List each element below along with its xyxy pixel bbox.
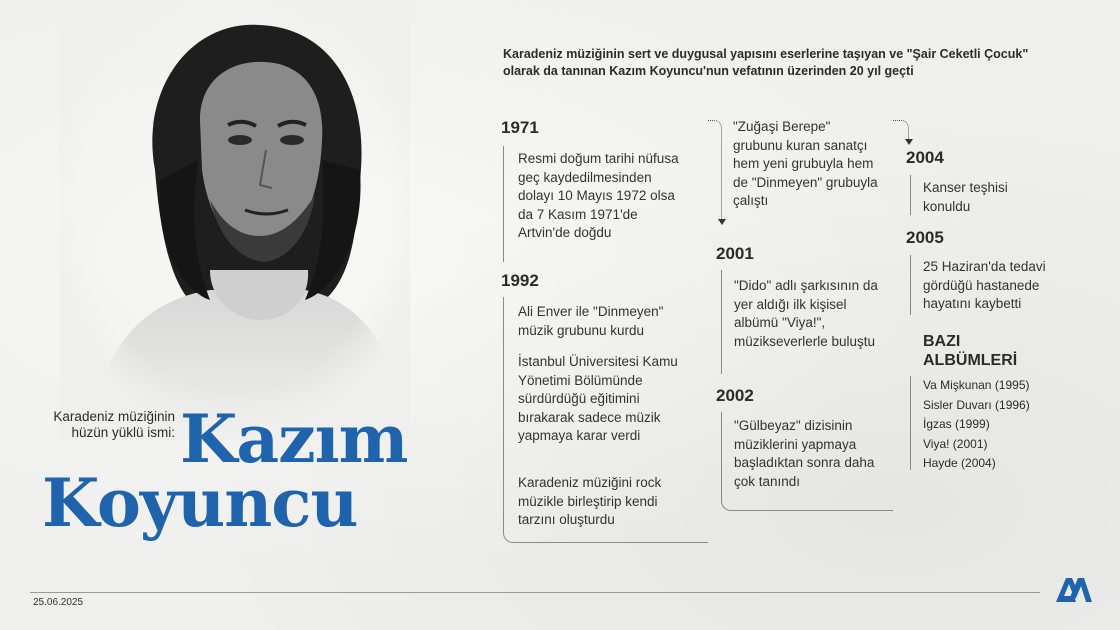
year-2002: 2002	[716, 386, 754, 405]
arrow-down-icon-2	[905, 139, 913, 145]
bracket-2001	[721, 270, 722, 374]
album-item: Viya! (2001)	[923, 436, 988, 451]
publish-date: 25.06.2025	[33, 597, 84, 608]
year-1992: 1992	[501, 271, 539, 290]
entry-2004: Kanser teşhisi konuldu	[923, 180, 1008, 214]
entry-1971: Resmi doğum tarihi nüfusa geç kaydedilmesinden dolayı 10 Mayıs 1972 olsa da 7 Kasım 1971'de Artvin'de doğdu	[518, 151, 679, 240]
bracket-albums	[910, 376, 911, 470]
footer-divider	[30, 592, 1040, 593]
entry-2005: 25 Haziran'da tedavi gördüğü hastanede hayatını kaybetti	[923, 259, 1046, 311]
year-2005: 2005	[906, 228, 944, 247]
year-1971: 1971	[501, 118, 539, 137]
headline: Karadeniz müziğinin sert ve duygusal yapısını eserlerine taşıyan ve "Şair Ceketli Çocuk" olarak da tanınan Kazım Koyuncu'nun vefatının üzerinden 20 yıl geçti	[503, 47, 1029, 78]
albums-title-line2: ALBÜMLERİ	[923, 352, 1018, 369]
entry-zugasi: "Zuğaşi Berepe" grubunu kuran sanatçı hem yeni grubuyla hem de "Dinmeyen" grubuyla çalıştı	[733, 119, 878, 208]
albums-title-line1: BAZI	[923, 333, 961, 350]
year-2004: 2004	[906, 148, 944, 167]
year-2001: 2001	[716, 244, 754, 263]
title-last-name: Koyuncu	[42, 464, 358, 542]
portrait-photo	[60, 0, 410, 440]
bracket-2005	[910, 255, 911, 315]
title-subtitle: Karadeniz müziğinin hüzün yüklü ismi:	[53, 409, 175, 440]
album-item: Hayde (2004)	[923, 456, 996, 470]
albums-list	[923, 376, 1073, 474]
bracket-2004	[910, 175, 911, 215]
entry-1992-b: İstanbul Üniversitesi Kamu Yönetimi Bölümünde sürdürdüğü eğitimini bırakarak sadece müzik yapmaya karar verdi	[518, 354, 678, 443]
entry-2001: "Dido" adlı şarkısının da yer aldığı ilk kişisel albümü "Viya!", müzikseverlerle buluştu	[734, 278, 878, 349]
album-item: Sisler Duvarı (1996)	[923, 397, 1030, 412]
arrow-down-icon	[718, 219, 726, 225]
album-item: Va Mişkunan (1995)	[923, 378, 1030, 392]
entry-2002: "Gülbeyaz" dizisinin müziklerini yapmaya başladıktan sonra daha çok tanındı	[734, 418, 875, 489]
bracket-1971	[503, 146, 504, 262]
connector-dotted-2	[893, 120, 909, 140]
title-first-name: Kazım	[180, 400, 408, 478]
entry-1992-a: Ali Enver ile "Dinmeyen" müzik grubunu kurdu	[518, 304, 664, 338]
aa-logo-icon	[1052, 574, 1092, 604]
album-item: İgzas (1999)	[923, 417, 990, 431]
entry-1992-c: Karadeniz müziğini rock müzikle birleştirip kendi tarzını oluşturdu	[518, 475, 662, 527]
connector-dotted-1	[708, 120, 722, 220]
